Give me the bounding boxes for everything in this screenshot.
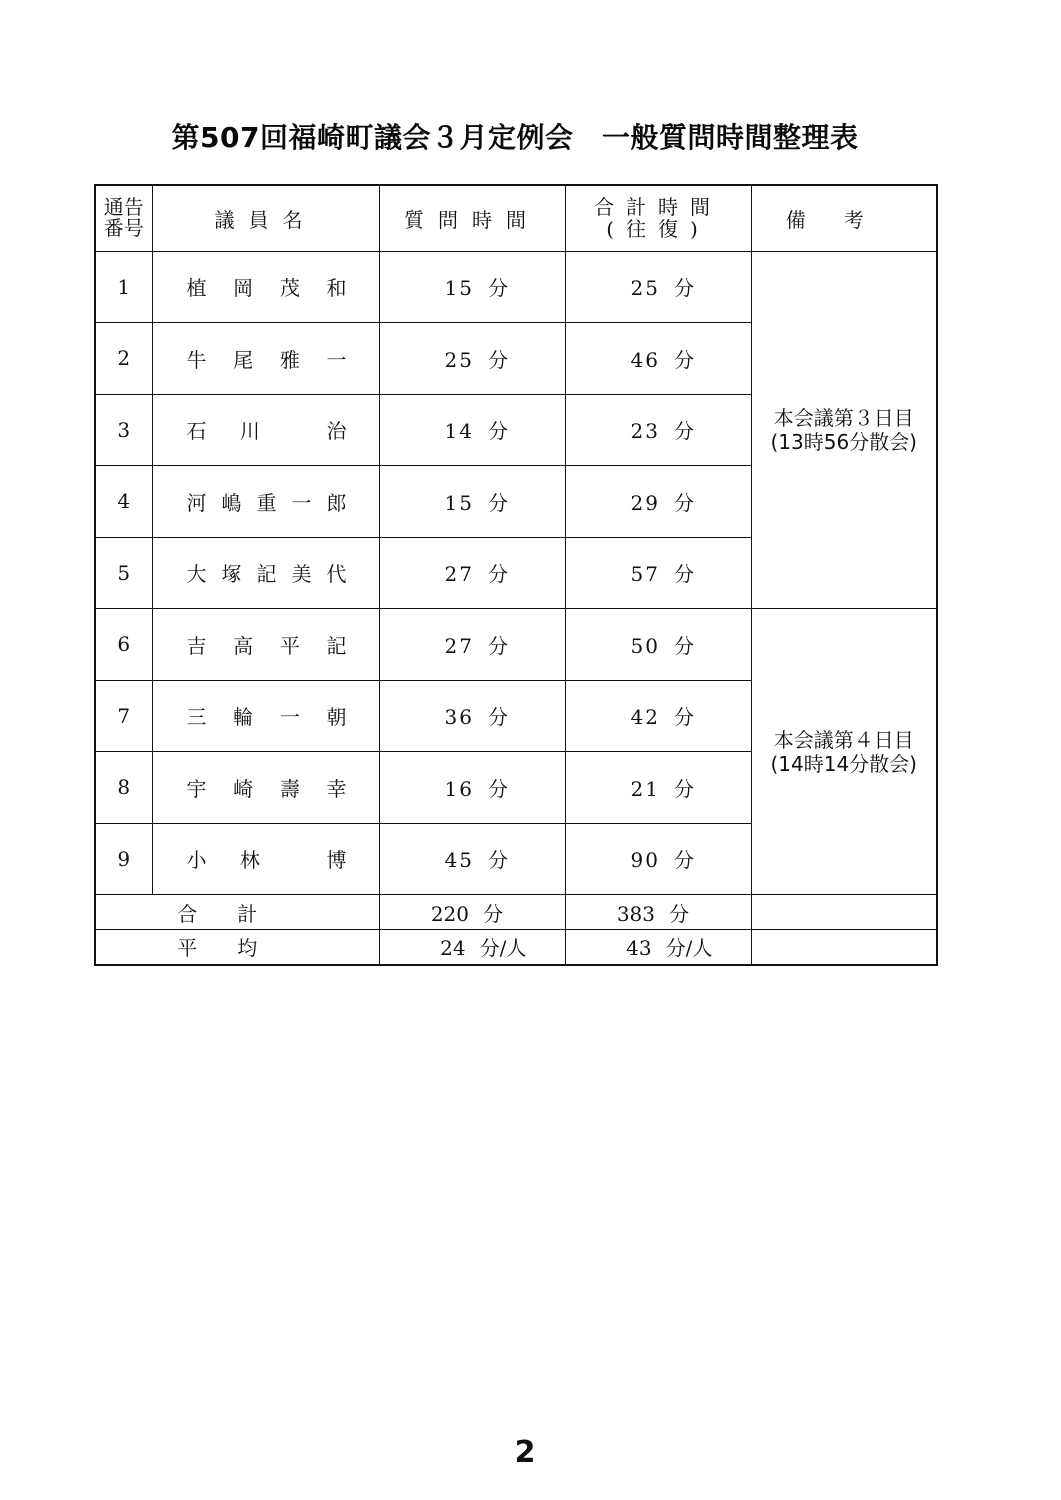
member-name xyxy=(152,323,379,395)
member-name xyxy=(152,680,379,752)
notice-number: 1 xyxy=(95,251,152,323)
member-name-char: 朝 xyxy=(326,705,347,730)
notice-number: 5 xyxy=(95,537,152,609)
member-name-char: 和 xyxy=(326,276,347,301)
sum-row xyxy=(95,895,937,930)
member-name-char: 高 xyxy=(233,633,254,658)
member-name-char: 重 xyxy=(256,490,277,515)
notice-number: 4 xyxy=(95,466,152,538)
question-time: 27 分 xyxy=(379,609,565,681)
member-name-char: 三 xyxy=(186,705,207,730)
member-name-char: 石 xyxy=(186,419,207,444)
average-label: 平均 xyxy=(95,930,379,965)
member-name-char: 大 xyxy=(186,562,207,587)
member-name-char: 郎 xyxy=(326,490,347,515)
member-name-char: 川 xyxy=(239,419,260,444)
member-name-char: 記 xyxy=(256,562,277,587)
header-question-time: 質問時間 xyxy=(379,185,565,251)
member-name xyxy=(152,251,379,323)
member-name-char: 代 xyxy=(326,562,347,587)
member-name-char: 河 xyxy=(186,490,207,515)
question-time: 36 分 xyxy=(379,680,565,752)
question-time: 16 分 xyxy=(379,752,565,824)
member-name-char: 幸 xyxy=(326,776,347,801)
member-name-char: 植 xyxy=(186,276,207,301)
member-name-char: 茂 xyxy=(279,276,300,301)
total-time: 21 分 xyxy=(565,752,751,824)
total-time: 25 分 xyxy=(565,251,751,323)
sum-question-time: 220 分 xyxy=(379,895,565,930)
average-total-time: 43 分/人 xyxy=(565,930,751,965)
question-time: 25 分 xyxy=(379,323,565,395)
member-name-char: 塚 xyxy=(221,562,242,587)
member-name-char: 輪 xyxy=(233,705,254,730)
member-name-char: 雅 xyxy=(279,347,300,372)
total-time: 57 分 xyxy=(565,537,751,609)
member-name-char: 博 xyxy=(326,848,347,873)
total-time: 23 分 xyxy=(565,394,751,466)
average-question-time: 24 分/人 xyxy=(379,930,565,965)
member-name-char: 林 xyxy=(239,848,260,873)
average-notes xyxy=(751,930,937,965)
page-number: 2 xyxy=(514,1435,536,1470)
sum-label: 合計 xyxy=(95,895,379,930)
question-time: 15 分 xyxy=(379,466,565,538)
total-time: 42 分 xyxy=(565,680,751,752)
member-name-char: 一 xyxy=(291,490,312,515)
member-name xyxy=(152,394,379,466)
table-row xyxy=(95,251,937,323)
member-name-char: 尾 xyxy=(233,347,254,372)
member-name-char: 嶋 xyxy=(221,490,242,515)
question-time-table xyxy=(94,184,938,966)
session-note: 本会議第４日目 (14時14分散会) xyxy=(751,609,937,895)
header-member-name: 議員名 xyxy=(152,185,379,251)
table-header-row xyxy=(95,185,937,251)
sum-total-time: 383 分 xyxy=(565,895,751,930)
member-name-char: 宇 xyxy=(186,776,207,801)
notice-number: 9 xyxy=(95,823,152,895)
member-name-char: 岡 xyxy=(233,276,254,301)
member-name-char: 記 xyxy=(326,633,347,658)
member-name-char: 壽 xyxy=(279,776,300,801)
header-total-time: 合計時間 (往復) xyxy=(565,185,751,251)
notice-number: 8 xyxy=(95,752,152,824)
question-time: 27 分 xyxy=(379,537,565,609)
member-name-char: 崎 xyxy=(233,776,254,801)
member-name-char: 治 xyxy=(326,419,347,444)
question-time: 45 分 xyxy=(379,823,565,895)
member-name xyxy=(152,609,379,681)
member-name xyxy=(152,537,379,609)
member-name-char: 牛 xyxy=(186,347,207,372)
total-time: 46 分 xyxy=(565,323,751,395)
question-time: 15 分 xyxy=(379,251,565,323)
header-notice-number: 通告 番号 xyxy=(95,185,152,251)
member-name-char: 一 xyxy=(326,347,347,372)
member-name-char: 美 xyxy=(291,562,312,587)
notice-number: 2 xyxy=(95,323,152,395)
member-name-char: 小 xyxy=(186,848,207,873)
member-name-char: 一 xyxy=(279,705,300,730)
total-time: 50 分 xyxy=(565,609,751,681)
member-name-char: 平 xyxy=(279,633,300,658)
average-row xyxy=(95,930,937,965)
notice-number: 3 xyxy=(95,394,152,466)
question-time: 14 分 xyxy=(379,394,565,466)
notice-number: 6 xyxy=(95,609,152,681)
sum-notes xyxy=(751,895,937,930)
session-note: 本会議第３日目 (13時56分散会) xyxy=(751,251,937,609)
member-name xyxy=(152,752,379,824)
total-time: 29 分 xyxy=(565,466,751,538)
member-name xyxy=(152,823,379,895)
page-title: 第507回福崎町議会３月定例会 一般質問時間整理表 xyxy=(171,121,859,154)
table-row xyxy=(95,609,937,681)
total-time: 90 分 xyxy=(565,823,751,895)
header-notes: 備考 xyxy=(751,185,937,251)
notice-number: 7 xyxy=(95,680,152,752)
member-name xyxy=(152,466,379,538)
member-name-char: 吉 xyxy=(186,633,207,658)
